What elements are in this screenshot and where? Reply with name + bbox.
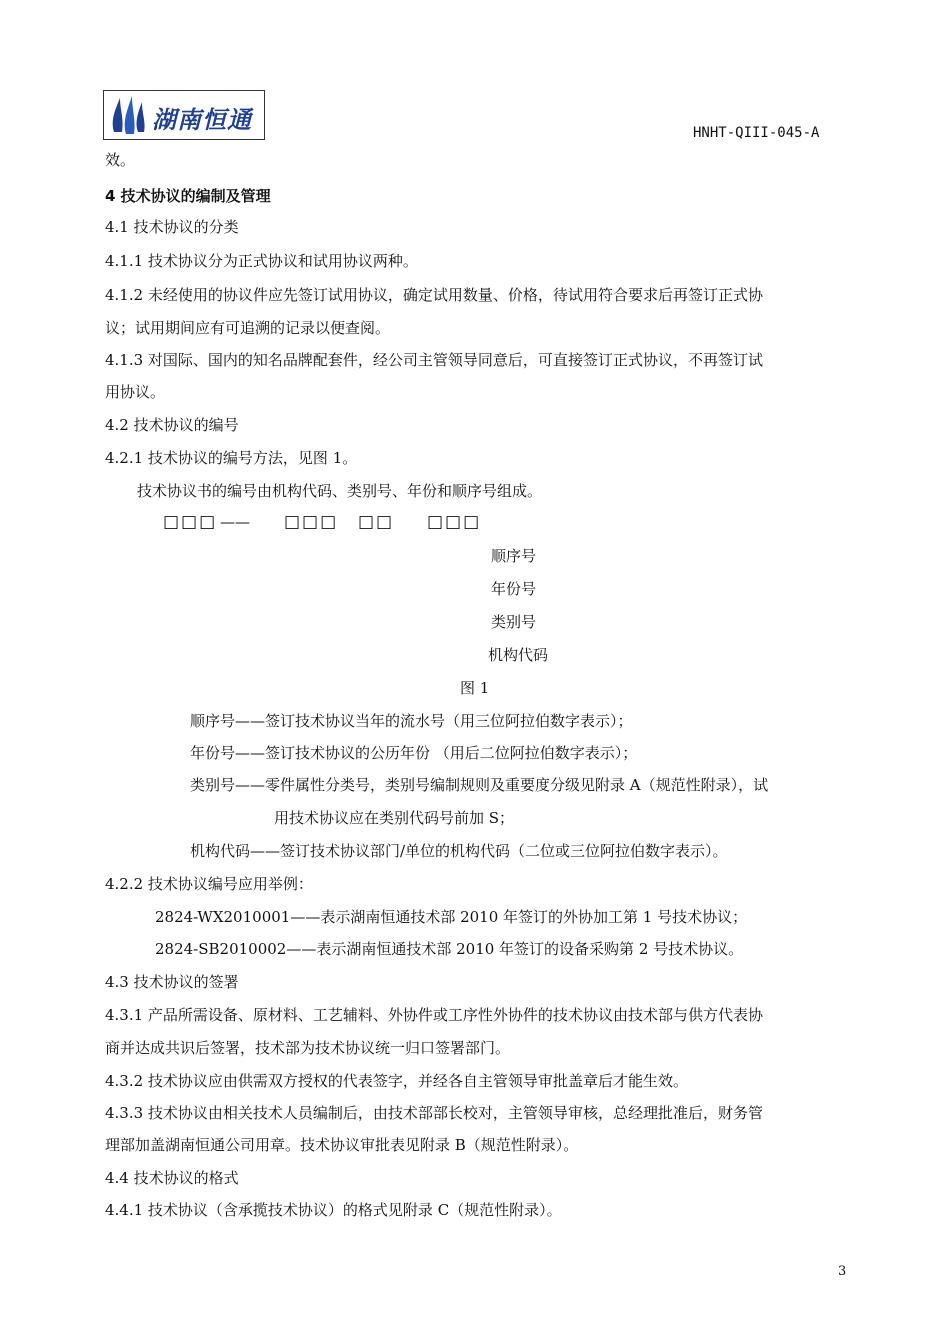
definition-line: 类别号——零件属性分类号，类别号编制规则及重要度分级见附录 A（规范性附录），试 <box>190 776 769 794</box>
figure-caption: 图 1 <box>460 679 490 697</box>
text-line: 4.4.1 技术协议（含承揽技术协议）的格式见附录 C（规范性附录）。 <box>105 1201 562 1219</box>
company-logo <box>103 90 265 140</box>
example-line: 2824-SB2010002——表示湖南恒通技术部 2010 年签订的设备采购第 2 号技术协议。 <box>155 940 744 958</box>
section-heading-4: 4 技术协议的编制及管理 <box>105 187 271 205</box>
section-heading-4-1: 4.1 技术协议的分类 <box>105 218 239 236</box>
figure-label-year: 年份号 <box>491 580 537 598</box>
definition-line: 用技术协议应在类别代码号前加 S； <box>274 809 515 827</box>
example-line: 2824-WX2010001——表示湖南恒通技术部 2010 年签订的外协加工第 1 号技术协议； <box>155 908 748 926</box>
section-heading-4-4: 4.4 技术协议的格式 <box>105 1169 239 1187</box>
code-dash: —— <box>220 513 250 531</box>
section-heading-4-3: 4.3 技术协议的签署 <box>105 973 239 991</box>
logo-text: 湖南恒通 <box>152 106 252 134</box>
text-line: 理部加盖湖南恒通公司用章。技术协议审批表见附录 B（规范性附录）。 <box>105 1136 579 1154</box>
figure-label-org: 机构代码 <box>488 646 549 664</box>
text-line: 4.1.1 技术协议分为正式协议和试用协议两种。 <box>105 252 418 270</box>
text-line: 效。 <box>105 151 136 169</box>
figure-label-category: 类别号 <box>491 613 537 631</box>
text-line: 用协议。 <box>105 383 166 401</box>
text-line: 4.2.2 技术协议编号应用举例： <box>105 875 313 893</box>
page-number: 3 <box>838 1264 847 1279</box>
text-line: 4.1.3 对国际、国内的知名品牌配套件，经公司主管领导同意后，可直接签订正式协议，不再签订试 <box>105 351 763 369</box>
text-line: 技术协议书的编号由机构代码、类别号、年份和顺序号组成。 <box>137 482 543 500</box>
text-line: 4.3.2 技术协议应由供需双方授权的代表签字，并经各自主管领导审批盖章后才能生效。 <box>105 1072 688 1090</box>
document-code: HNHT-QIII-045-A <box>693 125 820 141</box>
definition-line: 机构代码——签订技术协议部门/单位的机构代码（二位或三位阿拉伯数字表示）。 <box>190 842 728 860</box>
code-boxes-org: □□□ <box>163 512 218 532</box>
code-boxes-sequence: □□□ <box>427 512 482 532</box>
figure-label-sequence: 顺序号 <box>491 547 537 565</box>
text-line: 4.2.1 技术协议的编号方法，见图 1。 <box>105 449 358 467</box>
text-line: 议；试用期间应有可追溯的记录以便查阅。 <box>105 319 391 337</box>
code-boxes-year: □□ <box>358 512 395 532</box>
text-line: 4.3.1 产品所需设备、原材料、工艺辅料、外协件或工序性外协件的技术协议由技术部与供方代表协 <box>105 1006 763 1024</box>
section-heading-4-2: 4.2 技术协议的编号 <box>105 416 239 434</box>
text-line: 4.1.2 未经使用的协议件应先签订试用协议，确定试用数量、价格，待试用符合要求后再签订正式协 <box>105 286 763 304</box>
text-line: 4.3.3 技术协议由相关技术人员编制后，由技术部部长校对，主管领导审核，总经理批准后，财务管 <box>105 1104 763 1122</box>
definition-line: 年份号——签订技术协议的公历年份 （用后二位阿拉伯数字表示）； <box>190 744 638 762</box>
definition-line: 顺序号——签订技术协议当年的流水号（用三位阿拉伯数字表示）； <box>190 712 633 730</box>
logo-emblem-icon <box>106 92 152 138</box>
text-line: 商并达成共识后签署，技术部为技术协议统一归口签署部门。 <box>105 1039 511 1057</box>
code-boxes-category: □□□ <box>284 512 339 532</box>
